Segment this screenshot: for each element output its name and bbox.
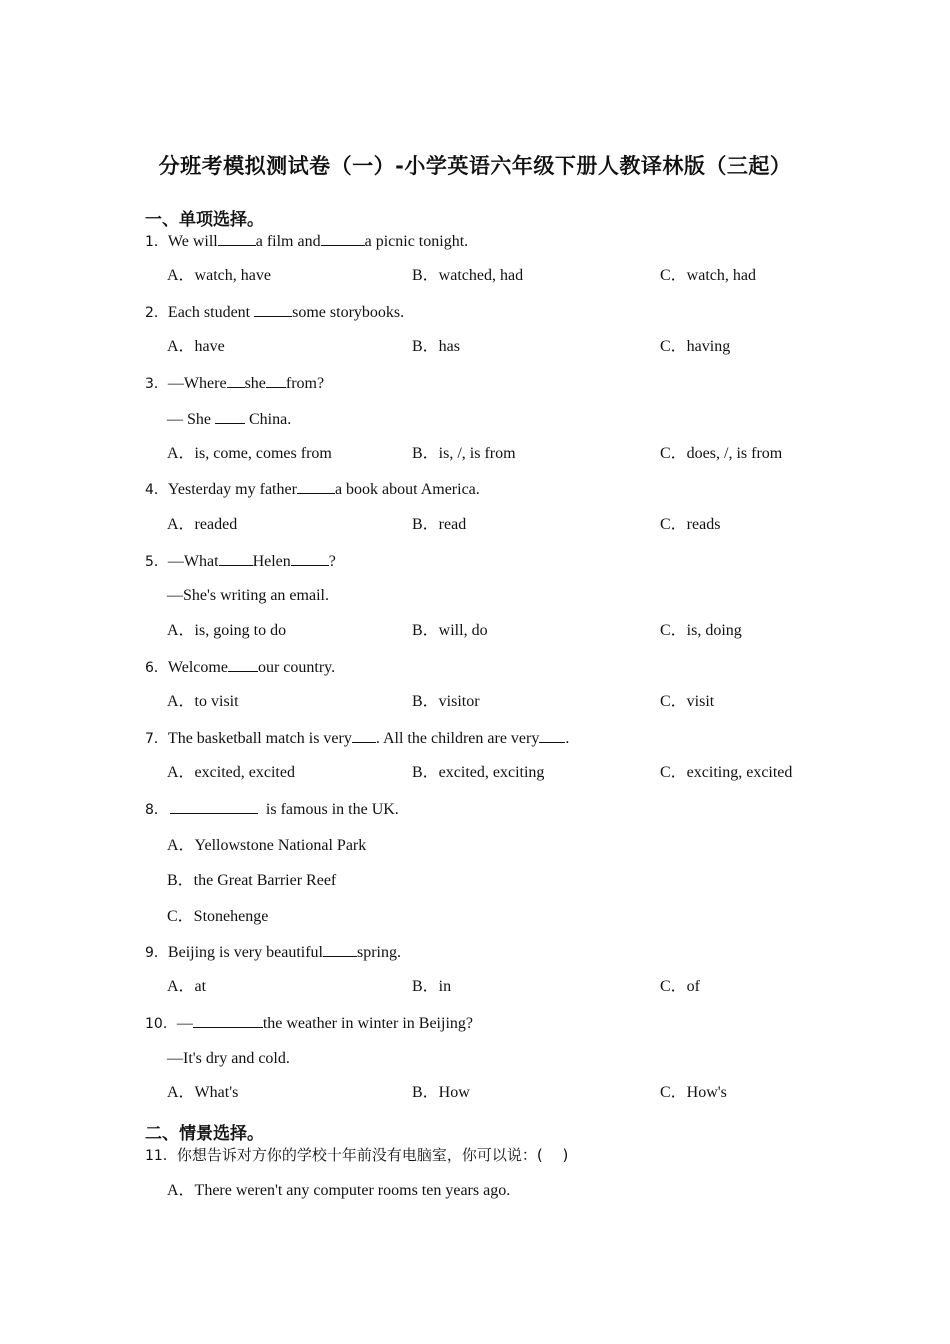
option-a: A．readed bbox=[167, 516, 238, 533]
answer-blank bbox=[170, 799, 258, 814]
answer-blank bbox=[254, 302, 292, 317]
question-text: — She bbox=[167, 411, 215, 428]
question-text: Beijing is very beautiful bbox=[167, 944, 323, 961]
option-c: C．watch, had bbox=[660, 267, 756, 284]
question-text: Each student bbox=[167, 304, 255, 321]
option-b: B．in bbox=[412, 978, 452, 995]
section-heading-situational-choice: 二、情景选择。 bbox=[145, 1124, 264, 1144]
option-b: B．watched, had bbox=[412, 267, 524, 284]
answer-blank bbox=[228, 657, 258, 672]
answer-blank bbox=[539, 728, 565, 743]
option-c: C．How's bbox=[660, 1084, 727, 1101]
question-5-line-2: —She's writing an email. bbox=[167, 587, 329, 604]
answer-blank bbox=[266, 373, 286, 388]
question-text: a book about America. bbox=[334, 481, 480, 498]
question-number: 3． bbox=[145, 376, 168, 392]
question-number: 8． bbox=[145, 802, 168, 818]
question-9 bbox=[145, 942, 401, 963]
question-text: —Where bbox=[167, 375, 227, 392]
question-number: 9． bbox=[145, 945, 168, 961]
section-heading-single-choice: 一、单项选择。 bbox=[145, 210, 264, 230]
question-text: . All the children are very bbox=[375, 730, 540, 747]
option-c: C．having bbox=[660, 338, 731, 355]
question-text: a picnic tonight. bbox=[364, 233, 469, 250]
question-text: our country. bbox=[257, 659, 336, 676]
option-a: A．have bbox=[167, 338, 225, 355]
option-a: A．to visit bbox=[167, 693, 239, 710]
question-3-line-2 bbox=[167, 409, 291, 430]
question-text: Helen bbox=[252, 553, 291, 570]
answer-blank bbox=[218, 231, 256, 246]
question-7 bbox=[145, 728, 569, 749]
option-b: B．will, do bbox=[412, 622, 488, 639]
option-a: A．at bbox=[167, 978, 207, 995]
option-a: A．watch, have bbox=[167, 267, 271, 284]
option-a: A．Yellowstone National Park bbox=[167, 837, 367, 854]
question-text: — bbox=[176, 1015, 193, 1032]
option-c: C．visit bbox=[660, 693, 715, 710]
answer-blank bbox=[352, 728, 376, 743]
answer-blank bbox=[219, 551, 253, 566]
option-c: C．of bbox=[660, 978, 701, 995]
question-8 bbox=[145, 799, 399, 820]
answer-blank bbox=[227, 373, 245, 388]
option-a: A．What's bbox=[167, 1084, 239, 1101]
question-number: 1． bbox=[145, 234, 168, 250]
question-text: The basketball match is very bbox=[167, 730, 352, 747]
question-number: 2． bbox=[145, 305, 168, 321]
question-number: 10． bbox=[145, 1016, 177, 1032]
option-c: C．does, /, is from bbox=[660, 445, 783, 462]
option-c: C．Stonehenge bbox=[167, 908, 269, 925]
question-text: China. bbox=[245, 411, 292, 428]
answer-blank bbox=[215, 409, 245, 424]
answer-blank bbox=[323, 942, 357, 957]
question-text: Welcome bbox=[167, 659, 228, 676]
answer-blank bbox=[291, 551, 329, 566]
option-c: C．is, doing bbox=[660, 622, 742, 639]
question-text: some storybooks. bbox=[292, 304, 405, 321]
option-b: B．has bbox=[412, 338, 461, 355]
question-text: she bbox=[244, 375, 266, 392]
option-a: A．is, come, comes from bbox=[167, 445, 332, 462]
option-a: A．excited, excited bbox=[167, 764, 295, 781]
question-text: We will bbox=[167, 233, 218, 250]
question-text: 你想告诉对方你的学校十年前没有电脑室，你可以说：( ) bbox=[176, 1146, 569, 1164]
question-2 bbox=[145, 302, 404, 323]
question-11 bbox=[145, 1145, 568, 1166]
option-b: B．excited, exciting bbox=[412, 764, 545, 781]
question-text: is famous in the UK. bbox=[261, 801, 399, 818]
question-number: 6． bbox=[145, 660, 168, 676]
answer-blank bbox=[321, 231, 365, 246]
question-4 bbox=[145, 479, 480, 500]
option-b: B．read bbox=[412, 516, 467, 533]
option-a: A．is, going to do bbox=[167, 622, 287, 639]
option-c: C．reads bbox=[660, 516, 721, 533]
question-text: Yesterday my father bbox=[167, 481, 297, 498]
question-number: 4． bbox=[145, 482, 168, 498]
option-b: B．visitor bbox=[412, 693, 480, 710]
option-c: C．exciting, excited bbox=[660, 764, 793, 781]
question-text: ? bbox=[328, 553, 336, 570]
option-b: B．is, /, is from bbox=[412, 445, 516, 462]
option-b: B．How bbox=[412, 1084, 470, 1101]
question-number: 7． bbox=[145, 731, 168, 747]
question-6 bbox=[145, 657, 335, 678]
answer-blank bbox=[193, 1013, 263, 1028]
question-text: a film and bbox=[255, 233, 321, 250]
question-text: the weather in winter in Beijing? bbox=[262, 1015, 473, 1032]
option-a: A．There weren't any computer rooms ten years ago. bbox=[167, 1182, 511, 1199]
option-b: B．the Great Barrier Reef bbox=[167, 872, 337, 889]
question-10-line-2: —It's dry and cold. bbox=[167, 1050, 290, 1067]
question-number: 5． bbox=[145, 554, 168, 570]
page-title: 分班考模拟测试卷（一）-小学英语六年级下册人教译林版（三起） bbox=[158, 154, 792, 178]
question-5 bbox=[145, 551, 336, 572]
question-text: —What bbox=[167, 553, 219, 570]
question-number: 11． bbox=[145, 1148, 177, 1164]
question-text: spring. bbox=[357, 944, 401, 961]
question-text: . bbox=[565, 730, 570, 747]
question-text: from? bbox=[285, 375, 325, 392]
answer-blank bbox=[297, 479, 335, 494]
question-3 bbox=[145, 373, 324, 394]
question-1 bbox=[145, 231, 468, 252]
question-10 bbox=[145, 1013, 473, 1034]
